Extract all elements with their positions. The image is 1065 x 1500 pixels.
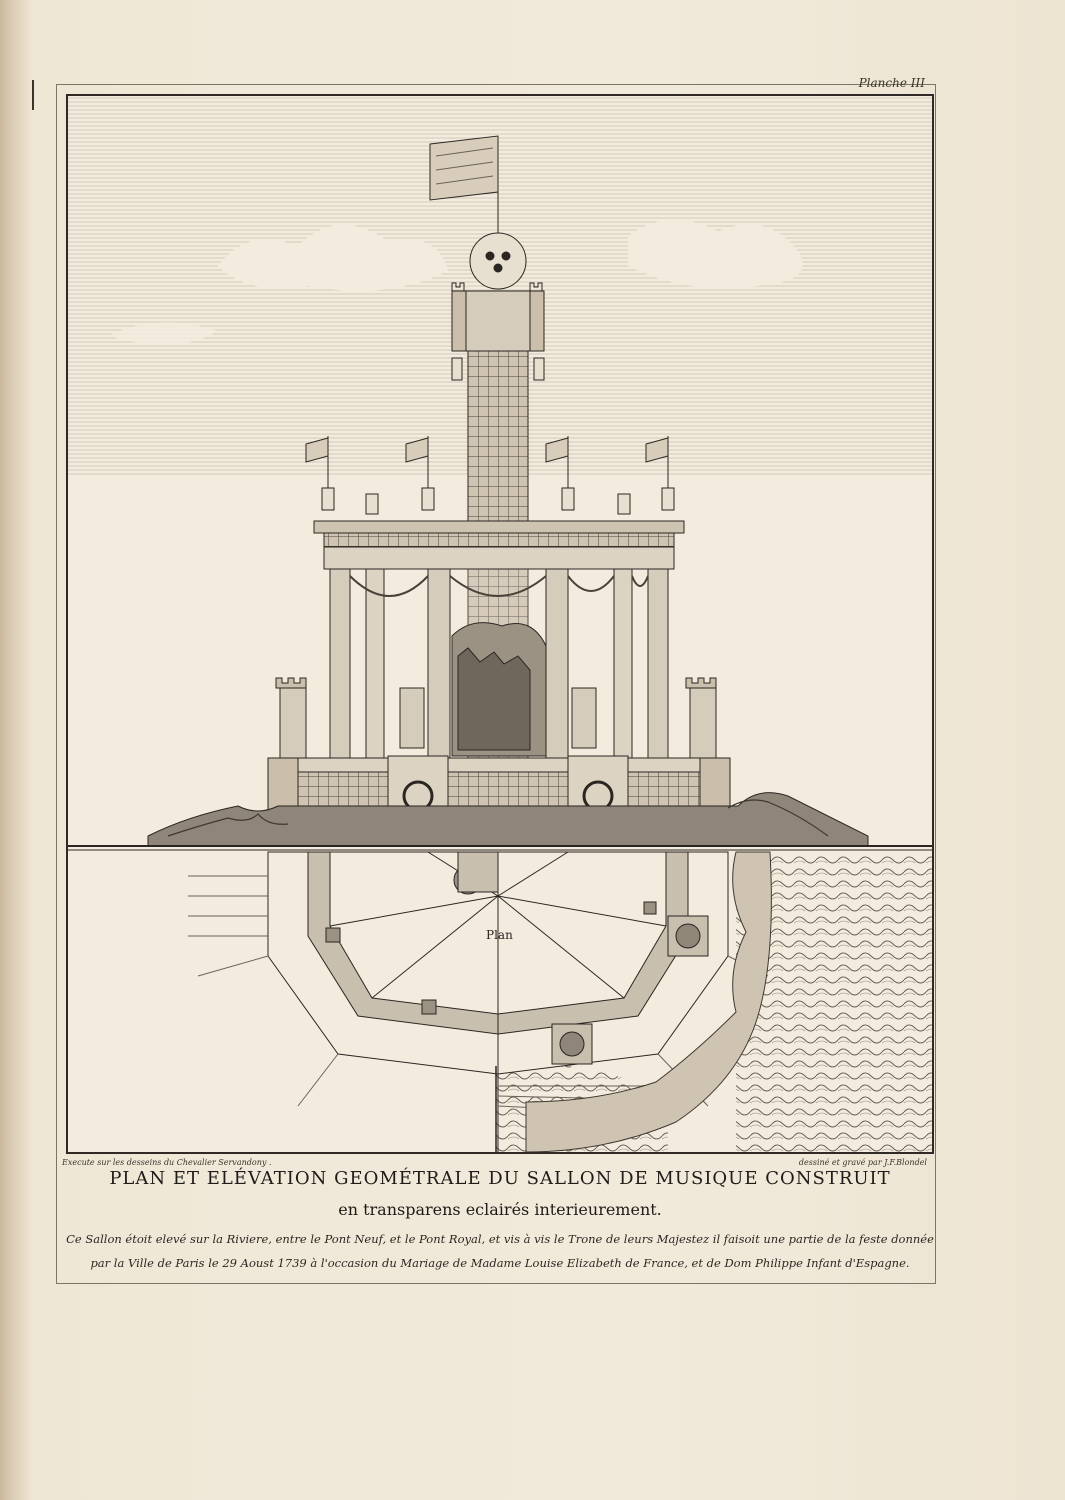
plate-number: Planche III <box>858 76 925 90</box>
engraving-illustration <box>68 96 932 1152</box>
plate-subtitle: en transparens eclairés interieurement. <box>338 1200 662 1219</box>
credit-right: dessiné et gravé par J.F.Blondel <box>798 1158 927 1167</box>
plate-title: PLAN ET ELÉVATION GEOMÉTRALE DU SALLON DE MUSIQUE CONSTRUIT <box>109 1168 891 1189</box>
credit-left: Execute sur les desseins du Chevalier Servandony . <box>62 1158 272 1167</box>
engraving-frame <box>66 94 934 1154</box>
caption-line-2: par la Ville de Paris le 29 Aoust 1739 à l'occasion du Mariage de Madame Louise Elizabeth de France, et de Dom Philippe Infant d'Espagne. <box>90 1256 910 1270</box>
gutter-mark <box>32 80 34 110</box>
caption-line-1: Ce Sallon étoit elevé sur la Riviere, entre le Pont Neuf, et le Pont Royal, et vis à vis le Trone de leurs Majestez il faisoit une partie de la feste donnée <box>66 1232 934 1246</box>
plan-label: Plan <box>486 928 513 942</box>
